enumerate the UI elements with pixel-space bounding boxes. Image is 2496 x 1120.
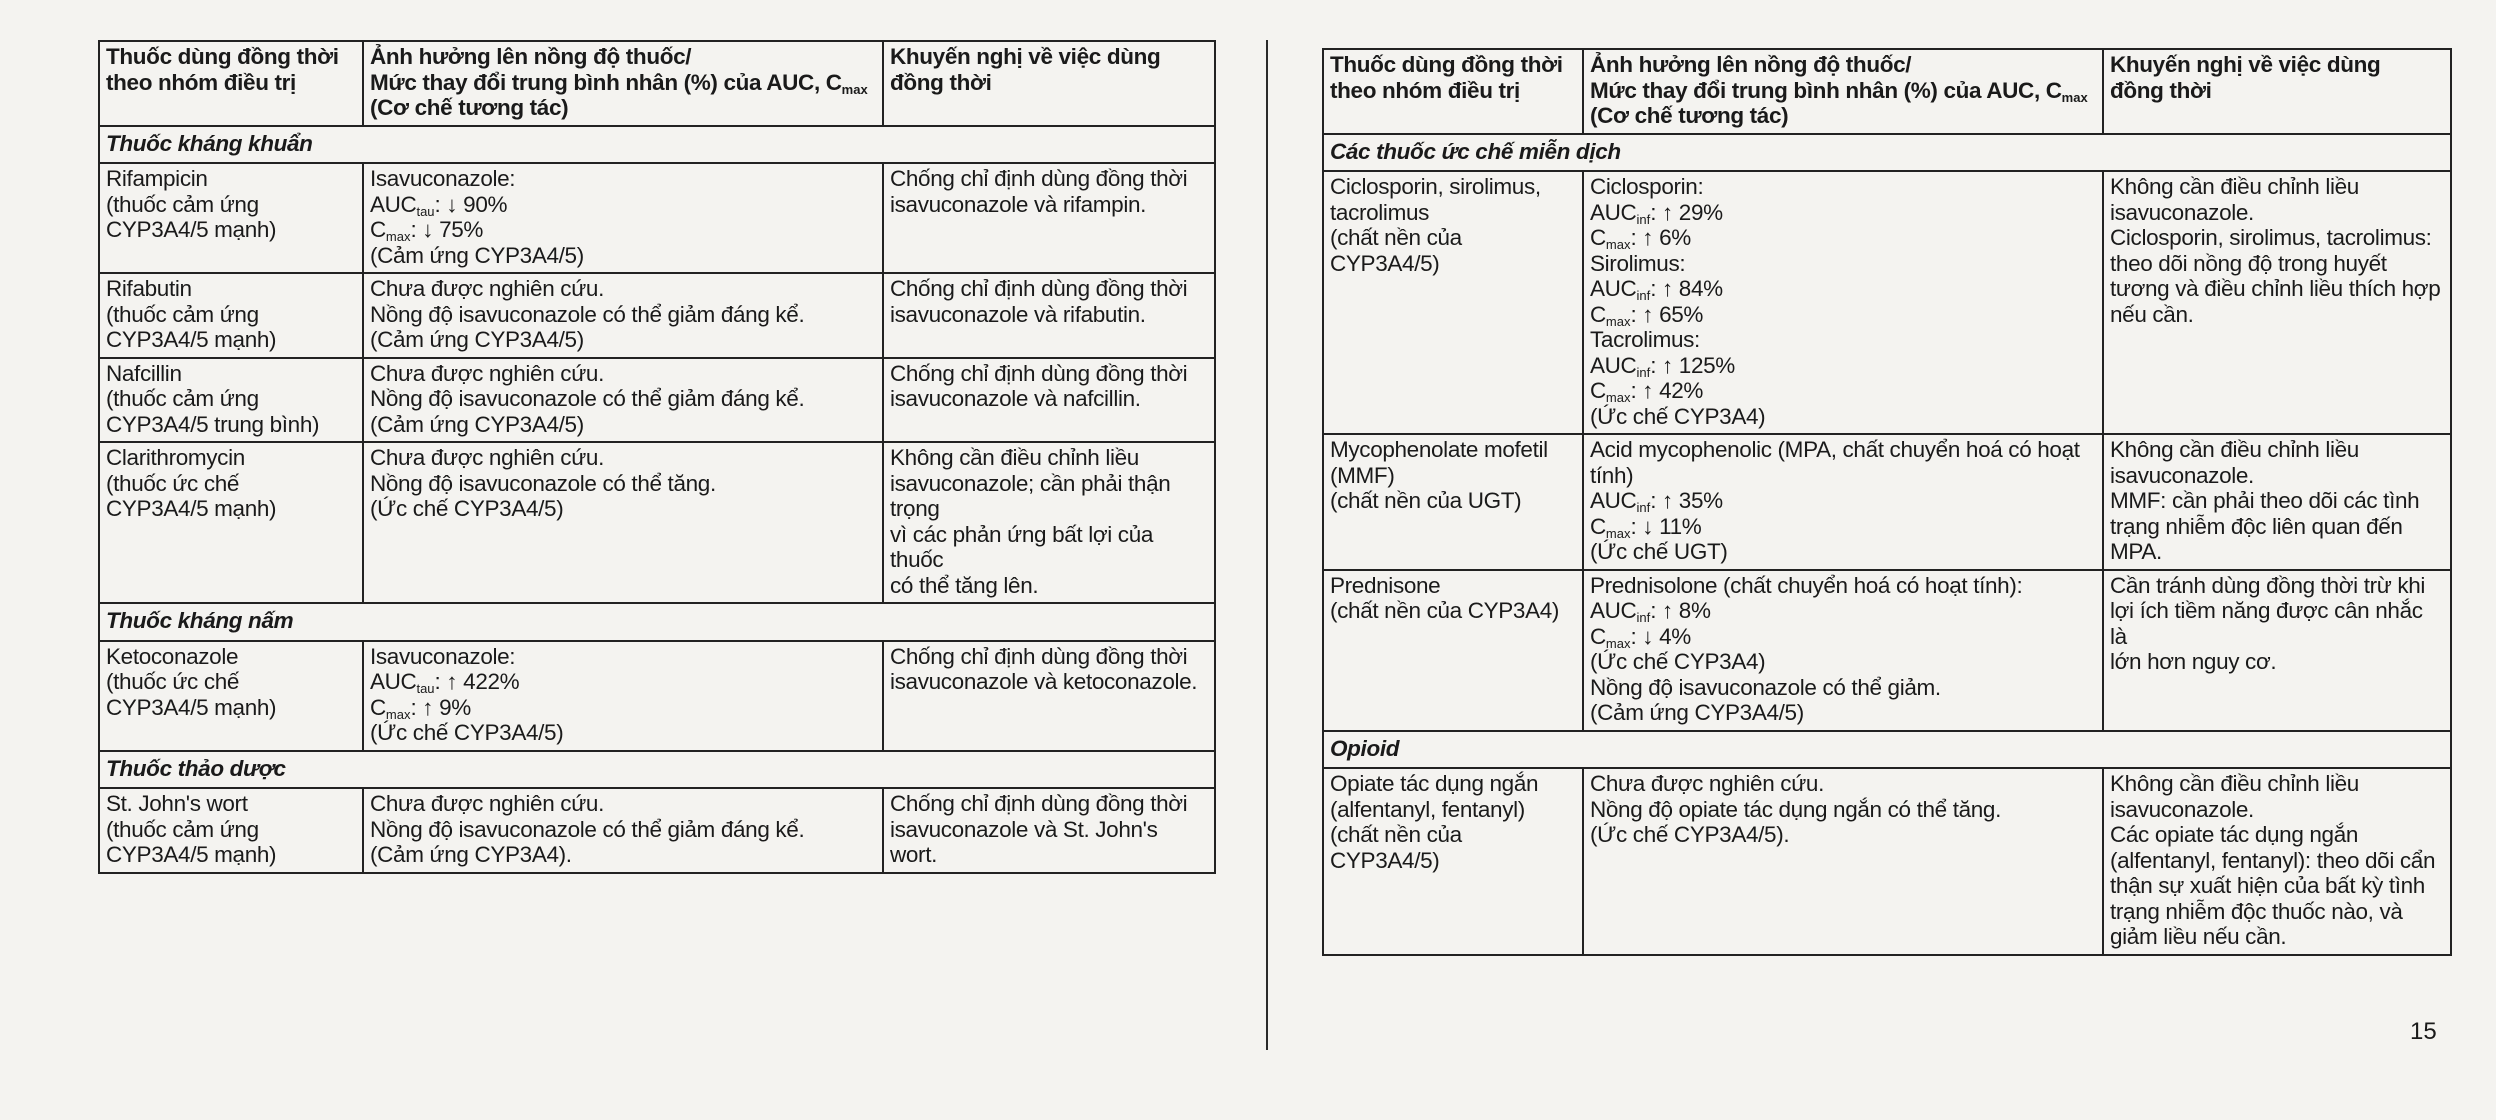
section-antifungal: Thuốc kháng nấm — [99, 603, 1215, 641]
recommendation-cell: Không cần điều chỉnh liều isavuconazole. Ciclosporin, sirolimus, tacrolimus: theo dõi nồng độ trong huyết tương và điều chỉnh liều thích hợp nếu cần. — [2103, 171, 2451, 434]
recommendation-cell: Không cần điều chỉnh liều isavuconazole; cần phải thận trọng vì các phản ứng bất lợi của thuốc có thể tăng lên. — [883, 442, 1215, 603]
header-effect: Ảnh hưởng lên nồng độ thuốc/ Mức thay đổi trung bình nhân (%) của AUC, $C_{max}$ (Cơ chế tương tác) — [1583, 49, 2103, 134]
effect-cell: Isavuconazole: $AUC_{tau}$: ↓ 90% $C_{max}$: ↓ 75% (Cảm ứng CYP3A4/5) — [363, 163, 883, 273]
header-coadministered-drug: Thuốc dùng đồng thời theo nhóm điều trị — [99, 41, 363, 126]
table-row-clarithromycin — [99, 442, 1215, 603]
recommendation-cell: Chống chỉ định dùng đồng thời isavuconazole và St. John's wort. — [883, 788, 1215, 873]
drug-cell: Rifabutin (thuốc cảm ứng CYP3A4/5 mạnh) — [99, 273, 363, 358]
drug-cell: Opiate tác dụng ngắn (alfentanyl, fentanyl) (chất nền của CYP3A4/5) — [1323, 768, 1583, 955]
drug-cell: Prednisone (chất nền của CYP3A4) — [1323, 570, 1583, 731]
drug-cell: Clarithromycin (thuốc ức chế CYP3A4/5 mạnh) — [99, 442, 363, 603]
effect-cell: Chưa được nghiên cứu. Nồng độ isavuconazole có thể tăng. (Ức chế CYP3A4/5) — [363, 442, 883, 603]
effect-cell: Ciclosporin: $AUC_{inf}$: ↑ 29% $C_{max}$: ↑ 6% Sirolimus: $AUC_{inf}$: ↑ 84% $C_{max}$: ↑ 65% Tacrolimus: $AUC_{inf}$: ↑ 125% $C_{max}$: ↑ 42% (Ức chế CYP3A4) — [1583, 171, 2103, 434]
recommendation-cell: Không cần điều chỉnh liều isavuconazole. MMF: cần phải theo dõi các tình trạng nhiễm độc liên quan đến MPA. — [2103, 434, 2451, 570]
effect-cell: Acid mycophenolic (MPA, chất chuyển hoá có hoạt tính) $AUC_{inf}$: ↑ 35% $C_{max}$: ↓ 11% (Ức chế UGT) — [1583, 434, 2103, 570]
effect-cell: Isavuconazole: $AUC_{tau}$: ↑ 422% $C_{max}$: ↑ 9% (Ức chế CYP3A4/5) — [363, 641, 883, 751]
table-row-nafcillin — [99, 358, 1215, 443]
effect-cell: Chưa được nghiên cứu. Nồng độ isavuconazole có thể giảm đáng kể. (Cảm ứng CYP3A4). — [363, 788, 883, 873]
drug-cell: Rifampicin (thuốc cảm ứng CYP3A4/5 mạnh) — [99, 163, 363, 273]
recommendation-cell: Chống chỉ định dùng đồng thời isavuconazole và rifabutin. — [883, 273, 1215, 358]
section-herbal: Thuốc thảo dược — [99, 751, 1215, 789]
effect-cell: Prednisolone (chất chuyển hoá có hoạt tính): $AUC_{inf}$: ↑ 8% $C_{max}$: ↓ 4% (Ức chế CYP3A4) Nồng độ isavuconazole có thể giảm. (Cảm ứng CYP3A4/5) — [1583, 570, 2103, 731]
table-header-row — [99, 41, 1215, 126]
table-row-ketoconazole — [99, 641, 1215, 751]
table-row-mycophenolate — [1323, 434, 2451, 570]
interaction-table-right — [1322, 48, 2452, 956]
drug-cell: Nafcillin (thuốc cảm ứng CYP3A4/5 trung bình) — [99, 358, 363, 443]
table-row-rifampicin — [99, 163, 1215, 273]
drug-cell: St. John's wort (thuốc cảm ứng CYP3A4/5 mạnh) — [99, 788, 363, 873]
effect-cell: Chưa được nghiên cứu. Nồng độ isavuconazole có thể giảm đáng kể. (Cảm ứng CYP3A4/5) — [363, 273, 883, 358]
drug-cell: Ciclosporin, sirolimus, tacrolimus (chất nền của CYP3A4/5) — [1323, 171, 1583, 434]
recommendation-cell: Cần tránh dùng đồng thời trừ khi lợi ích tiềm năng được cân nhắc là lớn hơn nguy cơ. — [2103, 570, 2451, 731]
page-number: 15 — [2410, 1018, 2437, 1045]
effect-cell: Chưa được nghiên cứu. Nồng độ opiate tác dụng ngắn có thể tăng. (Ức chế CYP3A4/5). — [1583, 768, 2103, 955]
header-recommendation: Khuyến nghị về việc dùng đồng thời — [2103, 49, 2451, 134]
recommendation-cell: Chống chỉ định dùng đồng thời isavuconazole và nafcillin. — [883, 358, 1215, 443]
header-coadministered-drug: Thuốc dùng đồng thời theo nhóm điều trị — [1323, 49, 1583, 134]
section-opioid: Opioid — [1323, 731, 2451, 769]
table-header-row — [1323, 49, 2451, 134]
right-page — [1268, 0, 2496, 1120]
section-immunosuppressants: Các thuốc ức chế miễn dịch — [1323, 134, 2451, 172]
recommendation-cell: Chống chỉ định dùng đồng thời isavuconazole và rifampin. — [883, 163, 1215, 273]
table-row-st-johns-wort — [99, 788, 1215, 873]
table-row-opiate — [1323, 768, 2451, 955]
header-recommendation: Khuyến nghị về việc dùng đồng thời — [883, 41, 1215, 126]
section-antibacterial: Thuốc kháng khuẩn — [99, 126, 1215, 164]
header-effect: Ảnh hưởng lên nồng độ thuốc/ Mức thay đổi trung bình nhân (%) của AUC, $C_{max}$ (Cơ chế tương tác) — [363, 41, 883, 126]
recommendation-cell: Không cần điều chỉnh liều isavuconazole. Các opiate tác dụng ngắn (alfentanyl, fentanyl): theo dõi cẩn thận sự xuất hiện của bất kỳ tình trạng nhiễm độc thuốc nào, và giảm liều nếu cần. — [2103, 768, 2451, 955]
table-row-ciclosporin — [1323, 171, 2451, 434]
table-row-prednisone — [1323, 570, 2451, 731]
recommendation-cell: Chống chỉ định dùng đồng thời isavuconazole và ketoconazole. — [883, 641, 1215, 751]
effect-cell: Chưa được nghiên cứu. Nồng độ isavuconazole có thể giảm đáng kể. (Cảm ứng CYP3A4/5) — [363, 358, 883, 443]
interaction-table-left — [98, 40, 1216, 874]
drug-cell: Ketoconazole (thuốc ức chế CYP3A4/5 mạnh) — [99, 641, 363, 751]
table-row-rifabutin — [99, 273, 1215, 358]
drug-cell: Mycophenolate mofetil (MMF) (chất nền của UGT) — [1323, 434, 1583, 570]
